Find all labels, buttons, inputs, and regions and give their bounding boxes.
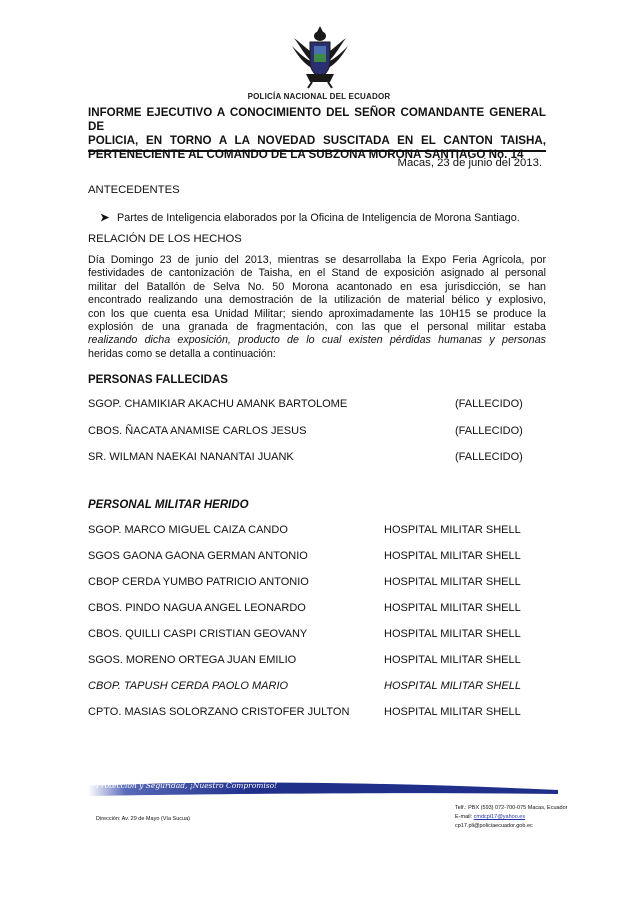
antecedentes-bullet — [100, 211, 520, 224]
hechos-heading: RELACIÓN DE LOS HECHOS — [88, 233, 242, 245]
person-name: SGOP. CHAMIKIAR AKACHU AMANK BARTOLOME — [88, 398, 348, 410]
table-row — [88, 602, 546, 616]
footer-web: cp17.pli@policiaecuador.gob.ec — [455, 823, 533, 829]
paragraph-line: encontrado realizando una demostración de la utilización de material bélico y explosivo, — [88, 294, 546, 307]
table-row — [88, 628, 546, 642]
footer-contact — [455, 804, 568, 831]
table-row — [88, 654, 546, 668]
paragraph-line: heridas como se detalla a continuación: — [88, 347, 276, 360]
hechos-paragraph — [88, 254, 546, 361]
table-row — [88, 451, 546, 465]
person-name: CPTO. MASIAS SOLORZANO CRISTOFER JULTON — [88, 706, 350, 718]
person-status: (FALLECIDO) — [455, 425, 523, 437]
email-link[interactable]: cmdcpi17@yahoo.es — [473, 814, 526, 820]
footer-address: Dirección: Av. 29 de Mayo (Vía Sucua) — [96, 816, 190, 822]
paragraph-line: con los que cuenta esa Unidad Militar; siendo aproximadamente las 10H15 se produce la — [88, 307, 546, 320]
report-title — [88, 106, 546, 162]
table-row — [88, 398, 546, 412]
table-row — [88, 425, 546, 439]
person-name: CBOS. QUILLI CASPI CRISTIAN GEOVANY — [88, 628, 308, 640]
table-row — [88, 706, 546, 720]
bullet-text: Partes de Inteligencia elaborados por la Oficina de Inteligencia de Morona Santiago. — [117, 212, 520, 224]
police-emblem-icon — [290, 24, 350, 90]
paragraph-line: militar del Batallón de Selva No. 50 Morona acantonado en esa jurisdicción, se han — [88, 280, 546, 293]
person-status: HOSPITAL MILITAR SHELL — [384, 654, 521, 666]
person-name: SGOS GAONA GAONA GERMAN ANTONIO — [88, 550, 308, 562]
email-label: E-mail: — [455, 814, 473, 820]
person-status: HOSPITAL MILITAR SHELL — [384, 680, 521, 692]
paragraph-line: explosión de una granada de fragmentación, con las que el personal militar estaba — [88, 321, 546, 334]
title-line: POLICIA, EN TORNO A LA NOVEDAD SUSCITADA EN EL CANTON TAISHA, — [88, 134, 546, 147]
title-line: PERTENECIENTE AL COMANDO DE LA SUBZONA MORONA SANTIAGO No. 14 — [88, 148, 524, 161]
person-name: CBOP. TAPUSH CERDA PAOLO MARIO — [88, 680, 289, 692]
fallecidos-heading: PERSONAS FALLECIDAS — [88, 374, 228, 386]
report-date: Macas, 23 de junio del 2013. — [397, 157, 542, 169]
person-name: CBOP CERDA YUMBO PATRICIO ANTONIO — [88, 576, 309, 588]
person-name: SR. WILMAN NAEKAI NANANTAI JUANK — [88, 451, 294, 463]
person-status: HOSPITAL MILITAR SHELL — [384, 524, 521, 536]
title-divider — [88, 150, 546, 152]
table-row — [88, 576, 546, 590]
paragraph-line: festividades de cantonización de Taisha, en el Stand de exposición asignado al personal — [88, 267, 546, 280]
heridos-heading: PERSONAL MILITAR HERIDO — [88, 499, 249, 511]
table-row — [88, 680, 546, 694]
person-status: HOSPITAL MILITAR SHELL — [384, 550, 521, 562]
table-row — [88, 524, 546, 538]
footer-phone: Telf.: PBX (593) 072-700-075 Macas, Ecuador — [455, 805, 568, 811]
person-status: HOSPITAL MILITAR SHELL — [384, 576, 521, 588]
person-status: HOSPITAL MILITAR SHELL — [384, 602, 521, 614]
antecedentes-heading: ANTECEDENTES — [88, 184, 180, 196]
arrow-bullet-icon: ➤ — [100, 212, 110, 224]
person-name: CBOS. PINDO NAGUA ANGEL LEONARDO — [88, 602, 306, 614]
person-status: HOSPITAL MILITAR SHELL — [384, 628, 521, 640]
table-row — [88, 550, 546, 564]
person-name: CBOS. ÑACATA ANAMISE CARLOS JESUS — [88, 425, 307, 437]
person-name: SGOP. MARCO MIGUEL CAIZA CANDO — [88, 524, 288, 536]
person-name: SGOS. MORENO ORTEGA JUAN EMILIO — [88, 654, 297, 666]
footer-slogan: Protección y Seguridad, ¡Nuestro Compromiso! — [96, 781, 278, 790]
organization-name: POLICÍA NACIONAL DEL ECUADOR — [247, 92, 391, 101]
paragraph-line: Día Domingo 23 de junio del 2013, mientras se desarrollaba la Expo Feria Agrícola, por — [88, 254, 546, 266]
paragraph-line: realizando dicha exposición, producto de lo cual existen pérdidas humanas y personas — [88, 334, 546, 347]
person-status: (FALLECIDO) — [455, 451, 523, 463]
person-status: (FALLECIDO) — [455, 398, 523, 410]
title-line: INFORME EJECUTIVO A CONOCIMIENTO DEL SEÑOR COMANDANTE GENERAL DE — [88, 106, 546, 133]
footer-email-line — [455, 813, 568, 822]
person-status: HOSPITAL MILITAR SHELL — [384, 706, 521, 718]
